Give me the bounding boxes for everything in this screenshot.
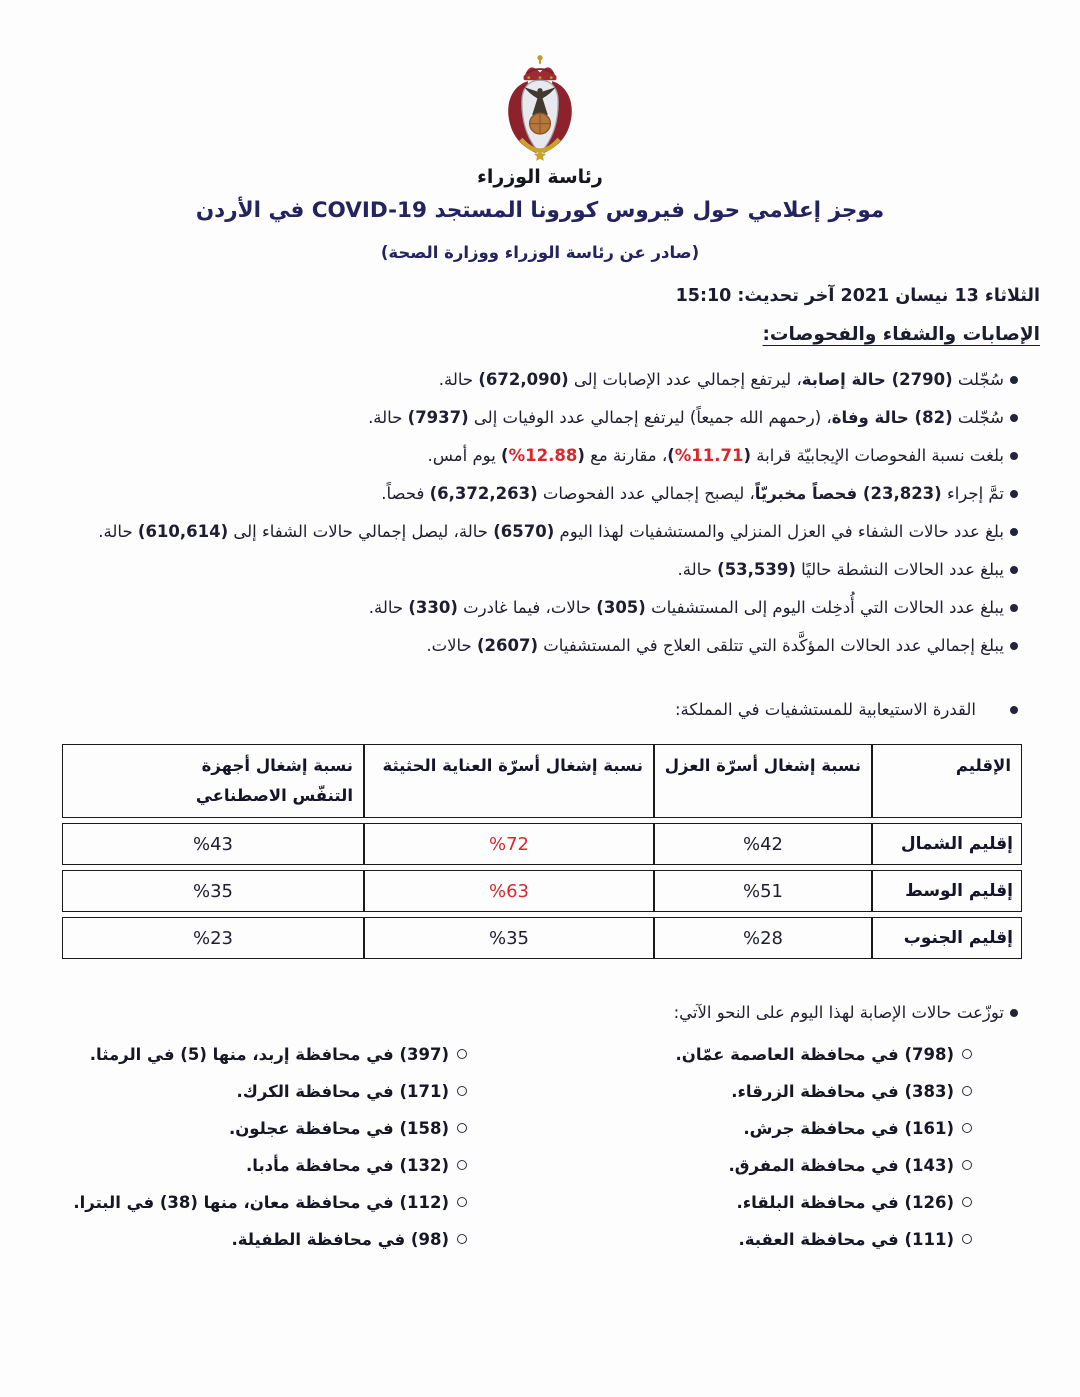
- governorate-text: (798) في محافظة العاصمة عمّان.: [675, 1045, 954, 1064]
- circle-marker: [954, 1197, 974, 1207]
- bullet-text: [40, 399, 1004, 437]
- text-segment: ، ليصبح إجمالي عدد الفحوصات: [537, 484, 755, 503]
- text-segment: (23,823) فحصاً مخبريّاً: [754, 484, 942, 503]
- circle-marker: [954, 1123, 974, 1133]
- bullet-item: [40, 399, 1020, 437]
- governorates-left: [40, 1036, 469, 1258]
- text-segment: (53,539): [717, 560, 796, 579]
- bullet-marker: [1004, 414, 1020, 422]
- distribution-intro-item: [40, 994, 1020, 1032]
- governorate-text: (126) في محافظة البلقاء.: [736, 1193, 954, 1212]
- text-segment: (: [743, 446, 752, 465]
- text-segment: (6,372,263): [429, 484, 538, 503]
- percent-value: %51: [742, 880, 783, 902]
- governorate-item: [524, 1147, 974, 1184]
- text-segment: (2607): [477, 636, 539, 655]
- section-heading: الإصابات والشفاء والفحوصات:: [762, 324, 1040, 345]
- value-cell: [62, 870, 364, 912]
- circle-marker: [449, 1160, 469, 1170]
- governorates-columns: [40, 1036, 1040, 1258]
- bullet-item: [40, 361, 1020, 399]
- value-cell: [364, 917, 654, 959]
- text-segment: بلغ عدد حالات الشفاء في العزل المنزلي والمستشفيات لهذا اليوم: [554, 522, 1004, 541]
- bullet-marker: [1004, 452, 1020, 460]
- governorate-text: (161) في محافظة جرش.: [743, 1119, 954, 1138]
- governorate-item: [524, 1221, 974, 1258]
- bullet-item: [40, 551, 1020, 589]
- text-segment: %11.71: [674, 446, 744, 465]
- governorate-text: (111) في محافظة العقبة.: [738, 1230, 954, 1249]
- percent-value: %42: [742, 833, 783, 855]
- text-segment: حالة، ليصل إجمالي حالات الشفاء إلى: [228, 522, 494, 541]
- text-segment: (305): [596, 598, 646, 617]
- text-segment: حالة.: [438, 370, 479, 389]
- circle-marker: [449, 1086, 469, 1096]
- bullet-text: [40, 627, 1004, 665]
- table-header-cell: نسبة إشغال أجهزة التنفّس الاصطناعي: [62, 744, 364, 818]
- bullet-marker: [1004, 706, 1020, 714]
- circle-marker: [954, 1049, 974, 1059]
- bullet-marker: [1004, 490, 1020, 498]
- table-header-cell: نسبة إشغال أسرّة العناية الحثيثة: [364, 744, 654, 818]
- bullet-text: [40, 475, 1004, 513]
- text-segment: (7937): [407, 408, 469, 427]
- governorate-item: [524, 1036, 974, 1073]
- region-cell: إقليم الوسط: [872, 870, 1022, 912]
- percent-value: %43: [192, 833, 233, 855]
- text-segment: يبلغ إجمالي عدد الحالات المؤكَّدة التي تتلقى العلاج في المستشفيات: [538, 636, 1004, 655]
- governorate-text: (98) في محافظة الطفيلة.: [231, 1230, 449, 1249]
- governorate-text: (112) في محافظة معان، منها (38) في البترا.: [73, 1193, 449, 1212]
- bullet-item: [40, 437, 1020, 475]
- capacity-intro-item: [40, 691, 1020, 729]
- table-row: [62, 870, 1022, 912]
- bullet-marker: [1004, 566, 1020, 574]
- governorate-text: (143) في محافظة المفرق.: [728, 1156, 954, 1175]
- value-cell: [654, 823, 872, 865]
- percent-value: %63: [488, 880, 529, 902]
- region-cell: إقليم الجنوب: [872, 917, 1022, 959]
- text-segment: ، مقارنة مع: [584, 446, 668, 465]
- capacity-table: [62, 739, 1022, 964]
- governorate-item: [40, 1184, 469, 1221]
- jordan-coat-of-arms-icon: [488, 52, 592, 164]
- percent-value: %23: [192, 927, 233, 949]
- governorate-item: [40, 1110, 469, 1147]
- percent-value: %35: [488, 927, 529, 949]
- bullet-list: [40, 361, 1040, 665]
- table-row: [62, 917, 1022, 959]
- date-line: الثلاثاء 13 نيسان 2021 آخر تحديث: 15:10: [675, 286, 1040, 306]
- value-cell: [364, 870, 654, 912]
- logo-block: [0, 0, 1080, 188]
- logo-calligraphy: رئاسة الوزراء: [477, 166, 603, 188]
- bullet-item: [40, 627, 1020, 665]
- table-header-cell: نسبة إشغال أسرّة العزل: [654, 744, 872, 818]
- governorate-text: (171) في محافظة الكرك.: [236, 1082, 449, 1101]
- text-segment: ): [667, 446, 675, 465]
- bullet-marker: [1004, 642, 1020, 650]
- governorate-text: (132) في محافظة مأدبا.: [246, 1156, 449, 1175]
- text-segment: يوم أمس.: [427, 446, 502, 465]
- bullet-text: [40, 551, 1004, 589]
- text-segment: (330): [408, 598, 458, 617]
- text-segment: يبلغ عدد الحالات التي أُدخِلت اليوم إلى المستشفيات: [645, 598, 1004, 617]
- bullet-marker: [1004, 376, 1020, 384]
- governorate-text: (158) في محافظة عجلون.: [228, 1119, 449, 1138]
- governorate-item: [40, 1036, 469, 1073]
- circle-marker: [954, 1086, 974, 1096]
- text-segment: حالات، فيما غادرت: [457, 598, 597, 617]
- text-segment: ): [501, 446, 509, 465]
- text-segment: حالة.: [368, 598, 409, 617]
- circle-marker: [449, 1049, 469, 1059]
- page-subtitle: (صادر عن رئاسة الوزراء ووزارة الصحة): [380, 243, 700, 262]
- governorate-item: [40, 1147, 469, 1184]
- governorate-item: [40, 1073, 469, 1110]
- value-cell: [654, 870, 872, 912]
- governorate-item: [524, 1184, 974, 1221]
- capacity-table-body: [62, 823, 1022, 959]
- text-segment: (6570): [493, 522, 555, 541]
- bullet-text: [40, 589, 1004, 627]
- bullet-item: [40, 589, 1020, 627]
- text-segment: يبلغ عدد الحالات النشطة حاليًا: [795, 560, 1004, 579]
- bullet-text: [40, 437, 1004, 475]
- text-segment: سُجّلت: [952, 370, 1004, 389]
- governorates-right: [524, 1036, 974, 1258]
- text-segment: حالة.: [368, 408, 408, 427]
- table-row: [62, 823, 1022, 865]
- bullet-marker: [1004, 528, 1020, 536]
- governorate-text: (383) في محافظة الزرقاء.: [731, 1082, 954, 1101]
- bullet-item: [40, 513, 1020, 551]
- text-segment: (610,614): [137, 522, 229, 541]
- bullet-item: [40, 475, 1020, 513]
- circle-marker: [954, 1234, 974, 1244]
- circle-marker: [449, 1197, 469, 1207]
- capacity-table-header-row: [62, 744, 1022, 818]
- governorate-item: [40, 1221, 469, 1258]
- text-segment: (672,090): [478, 370, 569, 389]
- value-cell: [364, 823, 654, 865]
- percent-value: %35: [192, 880, 233, 902]
- bullet-text: [40, 513, 1004, 551]
- governorate-text: (397) في محافظة إربد، منها (5) في الرمثا.: [89, 1045, 449, 1064]
- bullet-marker: [1004, 1009, 1020, 1017]
- circle-marker: [449, 1234, 469, 1244]
- distribution-intro-text: توزّعت حالات الإصابة لهذا اليوم على النحو الآتي:: [673, 1003, 1004, 1022]
- text-segment: (2790) حالة إصابة: [801, 370, 953, 389]
- capacity-intro-text: القدرة الاستيعابية للمستشفيات في المملكة:: [674, 700, 976, 719]
- bullet-text: [40, 361, 1004, 399]
- text-segment: فحصاً.: [381, 484, 430, 503]
- value-cell: [654, 917, 872, 959]
- value-cell: [62, 823, 364, 865]
- percent-value: %72: [488, 833, 529, 855]
- text-segment: بلغت نسبة الفحوصات الإيجابيّة قرابة: [751, 446, 1004, 465]
- text-segment: ، (رحمهم الله جميعاً) ليرتفع إجمالي عدد الوفيات إلى: [468, 408, 832, 427]
- percent-value: %28: [742, 927, 783, 949]
- text-segment: حالات.: [426, 636, 477, 655]
- table-header-cell: الإقليم: [872, 744, 1022, 818]
- text-segment: سُجّلت: [952, 408, 1004, 427]
- circle-marker: [449, 1123, 469, 1133]
- region-cell: إقليم الشمال: [872, 823, 1022, 865]
- page-title: موجز إعلامي حول فيروس كورونا المستجد COVID-19 في الأردن: [195, 198, 885, 223]
- text-segment: (82) حالة وفاة: [831, 408, 953, 427]
- text-segment: حالة.: [98, 522, 138, 541]
- bullet-marker: [1004, 604, 1020, 612]
- text-segment: %12.88: [508, 446, 578, 465]
- text-segment: حالة.: [677, 560, 718, 579]
- value-cell: [62, 917, 364, 959]
- text-segment: ، ليرتفع إجمالي عدد الإصابات إلى: [568, 370, 802, 389]
- text-segment: (: [577, 446, 585, 465]
- circle-marker: [954, 1160, 974, 1170]
- text-segment: تمَّ إجراء: [941, 484, 1004, 503]
- governorate-item: [524, 1110, 974, 1147]
- governorate-item: [524, 1073, 974, 1110]
